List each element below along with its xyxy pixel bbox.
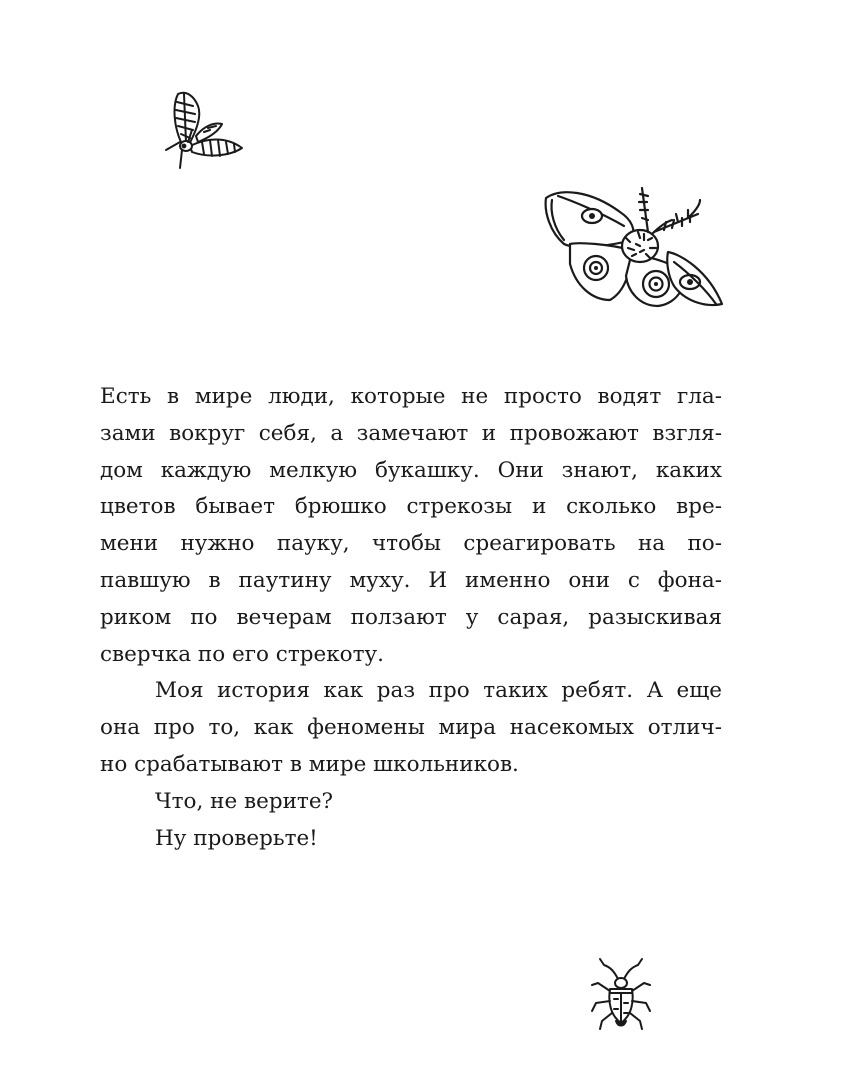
text-line: мени нужно пауку, чтобы среагировать на по- bbox=[100, 531, 722, 557]
main-text bbox=[100, 379, 722, 857]
paragraph-intro bbox=[100, 379, 722, 673]
paragraph-story bbox=[100, 673, 722, 783]
text-line: но срабатывают в мире школьников. bbox=[100, 751, 519, 777]
eyed-moth-icon bbox=[540, 182, 726, 318]
paragraph-question bbox=[100, 784, 722, 821]
text-line: Что, не верите? bbox=[155, 788, 334, 814]
text-line: зами вокруг себя, а замечают и провожают взгля- bbox=[100, 420, 722, 446]
moth-icon bbox=[160, 86, 246, 170]
text-line: она про то, как феномены мира насекомых отлич- bbox=[100, 715, 722, 741]
text-line: Моя история как раз про таких ребят. А еще bbox=[155, 678, 722, 704]
text-line: павшую в паутину муху. И именно они с фона- bbox=[100, 567, 722, 593]
text-line: дом каждую мелкую букашку. Они знают, каких bbox=[100, 457, 722, 483]
text-line: сверчка по его стрекоту. bbox=[100, 641, 384, 667]
paragraph-closing bbox=[100, 821, 722, 858]
beetle-icon bbox=[588, 955, 656, 1031]
text-line: Есть в мире люди, которые не просто водят гла- bbox=[100, 384, 722, 409]
text-line: риком по вечерам ползают у сарая, разыскивая bbox=[100, 604, 722, 630]
text-line: цветов бывает брюшко стрекозы и сколько вре- bbox=[100, 494, 722, 520]
text-line: Ну проверьте! bbox=[155, 825, 318, 851]
